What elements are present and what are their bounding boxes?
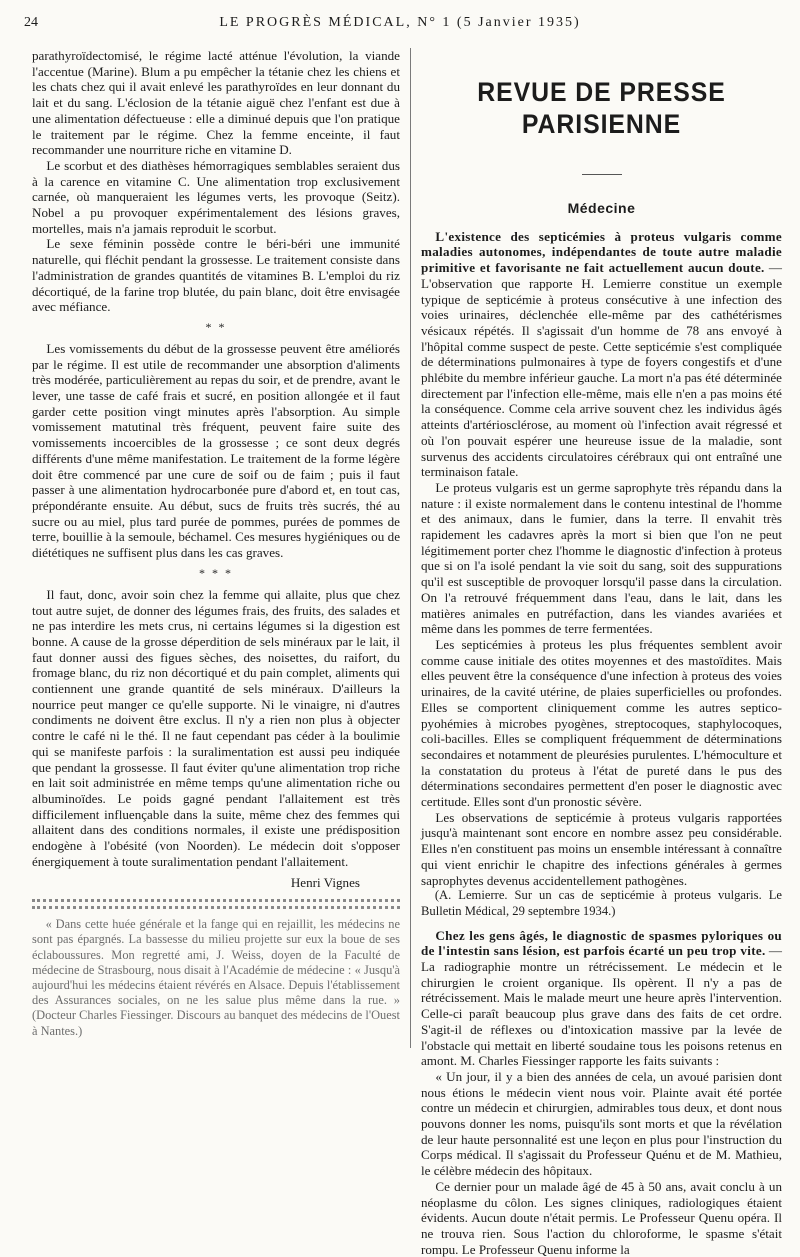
paragraph: Les vomissements du début de la grossesse peuvent être améliorés par le régime. Il est utile de recommander une absorption d'aliments très modérée, particulièrement au repas du soir, et de prendre, avant le lever, une tasse de café frais et sucré, en position allongée et il faut garder cette position vingt minutes après l'absorption. Au simple vomissement matutinal très fréquent, peuvent faire suite des vomissements incoercibles de la grossesse ; ce sont deux degrés différents d'une même manifestation. Le traitement de la forme légère doit être commencé par une cure de soif ou de faim ; puis il faut passer à une alimentation hydrocarbonée pure d'abord et, en tout cas, prépondérante ensuite. Au début, sucs de fruits très sucrés, thé au sucre ou au miel, plus tard purée de pommes, purées de pommes de terre, bouillie à la semoule, béchamel. Ces mesures hygiéniques ou de diététiques ne suffisent plus dans les cas graves. [32, 340, 400, 561]
title-rule [582, 174, 622, 175]
article-body: — L'observation que rapporte H. Lemierre constitue un exemple typique de septicémie à proteus consécutive à une infection des voies urinaires, déclenchée elle-même par des cathétérismes vésicaux répétés. Il s'agissait d'un homme de 78 ans envoyé à l'hôpital comme suspect de peste. Cette septicémie s'est compliquée de déterminations pulmonaires à type de foyers congestifs et d'une phlébite du membre inférieur gauche. La mort n'a pas été déterminée directement par l'infection elle-même, mais elle n'en a pas moins été la conséquence. Comme cela arrive souvent chez les individus âgés atteints d'artériosclérose, au moment où l'infection avait régressé et où l'on pouvait espérer une heureuse issue de la maladie, sont survenus des accidents circulatoires cérébraux qui ont entraîné une terminaison fatale. [421, 260, 782, 480]
right-column [421, 48, 782, 1257]
page-header [24, 10, 776, 36]
quotation-block: « Dans cette huée générale et la fange qui en rejaillit, les médecins ne sont pas épargnés. La bassesse du milieu projette sur eux la boue de ses éclaboussures. Mon regretté ami, J. Weiss, doyen de la Faculté de médecine de Strasbourg, nous disait à l'Académie de médecine : « Jusqu'à aujourd'hui les médecins étaient révérés en Alsace. Depuis l'établissement des Assurances sociales, on ne les salue plus même dans la rue. » (Docteur Charles Fiessinger. Discours au banquet des médecins de l'Ouest à Nantes.) [32, 917, 400, 1038]
paragraph: « Un jour, il y a bien des années de cela, un avoué parisien dont nous étions le médecin vient nous voir. Plainte avait été portée contre un médecin et chirurgien, admirables tous deux, et dont nous pouvons donner les noms, puisqu'ils sont morts et que la révélation de leur haute personnalité est une leçon en plus pour l'instruction du Corps médical. Il s'agissait du Professeur Quénu et de M. Mathieu, le célèbre médecin des hôpitaux. [421, 1068, 782, 1179]
paragraph: Il faut, donc, avoir soin chez la femme qui allaite, plus que chez tout autre sujet, de donner des légumes frais, des fruits, des salades et ne pas interdire les mets crus, ni certains légumes si la digestion est bonne. A cause de la grosse déperdition de sels minéraux par le lait, il faut donner aussi des figues sèches, des noisettes, du raifort, du fromage blanc, du riz non décortiqué et du pain complet, aliments qui contiennent une grande quantité de sels minéraux. D'ailleurs la nourrice peut manger ce qu'elle supporte. Ni le vinaigre, ni d'autres condiments ne doivent être exclus. Il n'y a rien non plus à objecter contre le café ni le thé. Il ne faut cependant pas céder à la boulimie qui se manifeste parfois : la suralimentation est aussi peu indiquée que pendant la grossesse. Il faut éviter qu'une alimentation trop riche en lait soit administrée en même temps qu'une alimentation riche ou albuminoïdes. Le poids gagné pendant l'allaitement est très difficilement influençable dans la suite, même chez des femmes qui allaitent dans des conditions normales, il existe une prédisposition endogène à l'obésité (von Noorden). Le médecin doit s'opposer énergiquement à toute suralimentation pendant l'allaitement. [32, 586, 400, 869]
article-paragraph [421, 928, 782, 1069]
citation: (A. Lemierre. Sur un cas de septicémie à proteus vulgaris. Le Bulletin Médical, 29 septembre 1934.) [421, 888, 782, 918]
paragraph: Le proteus vulgaris est un germe saprophyte très répandu dans la nature : il existe normalement dans le contenu intestinal de l'homme et des animaux, dans le fumier, dans la terre. Il envahit très rapidement les cadavres après la mort si bien que l'on ne peut légitimement porter chez l'homme le diagnostic d'infection à proteus que si on l'a isolé pendant la vie soit du sang, soit des suppurations qu'il est susceptible de provoquer lorsqu'il passe dans la circulation. On l'a retrouvé fréquemment dans l'eau, dans le lait, dans les matières animales en putréfaction, dans les viandes avariées et même dans les pommes de terre fermentées. [421, 479, 782, 637]
page-number: 24 [24, 15, 38, 30]
paragraph: Le scorbut et des diathèses hémorragiques semblables seraient dus à la carence en vitamine C. Une alimentation trop exclusivement carnée, où manqueraient les légumes verts, les provoque (Seitz). Nobel a pu provoquer expérimentalement des lésions graves, mortelles, mais n'a jamais reproduit le scorbut. [32, 157, 400, 236]
paragraph: Les septicémies à proteus les plus fréquentes semblent avoir comme cause initiale des otites moyennes et des mastoïdites. Mais elles peuvent être la conséquence d'une infection à proteus des voies urinaires, de la cavité utérine, de plaies superficielles ou profondes. Elles se comportent cliniquement comme les autres septico-pyohémies à microbes pyogènes, streptocoques, staphylocoques, coli-bacilles. Elles se compliquent fréquemment de déterminations secondaires et notamment de pleurésies purulentes. L'hémoculture et la constatation du proteus à l'état de pureté dans le pus des déterminations secondaires permettent d'en poser le diagnostic avec certitude. Elles sont d'un pronostic sévère. [421, 636, 782, 810]
article-lead: L'existence des septicémies à proteus vulgaris comme maladies autonomes, indépendantes de toute autre maladie primitive et favorisante ne fait actuellement aucun doute. [421, 228, 782, 276]
section-title: REVUE DE PRESSE PARISIENNE [477, 77, 726, 139]
paragraph: Le sexe féminin possède contre le béri-béri une immunité naturelle, qui fléchit pendant la grossesse. Le traitement consiste dans l'administration de grandes quantités de vitamines B. L'emploi du riz décortiqué, de la farine trop blutée, du pain blanc, doit être envisagée avec méfiance. [32, 236, 400, 315]
paragraph: Les observations de septicémie à proteus vulgaris rapportées jusqu'à maintenant sont encore en nombre assez peu considérable. Elles n'en constituent pas moins un ensemble intéressant à connaître qui vient enrichir le chapitre des infections générales à germes saprophytes devenus accidentellement pathogènes. [421, 809, 782, 888]
separator-asterisks: * * [205, 319, 227, 334]
running-title: LE PROGRÈS MÉDICAL, N° 1 (5 Janvier 1935) [219, 15, 581, 30]
article-body: — La radiographie montre un rétrécissement. Le médecin et le chirurgien le croient organique. Ils opèrent. Il n'y a pas de rétrécissement. Mais le malade meurt une heure après l'intervention. Celle-ci paraît beaucoup plus grave dans des faits de cet ordre. S'agit-il de réflexes ou d'intoxication massive par la levée de l'obstacle qui mettait en liberté soudaine tous les poisons retenus en amont. M. Charles Fiessinger rapporte les faits suivants : [421, 943, 782, 1069]
paragraph: parathyroïdectomisé, le régime lacté atténue l'évolution, la viande l'accentue (Marine). Blum a pu empêcher la tétanie chez les chiens et les chats chez qui il avait enlevé les parathyroïdes en leur donnant du lait et du sang. L'éclosion de la tétanie aiguë chez l'enfant est due à une alimentation défectueuse : elle a diminué depuis que l'on pratique le traitement par le régime. Chez la femme enceinte, il faut recommander une nourriture riche en vitamine D. [32, 48, 400, 158]
column-divider [410, 48, 411, 1048]
author-signature: Henri Vignes [290, 875, 360, 891]
left-column [32, 48, 400, 1039]
article-paragraph [421, 229, 782, 480]
ornamental-rule [32, 899, 400, 909]
paragraph: Ce dernier pour un malade âgé de 45 à 50 ans, avait conclu à un néoplasme du côlon. Les signes cliniques, radiologiques étaient évidents. Aucun doute n'était permis. Le Professeur Quenu opéra. Il ne trouva rien. Sous l'action du chloroforme, le spasme s'était rompu. Le Professeur Quenu informe la [421, 1178, 782, 1257]
section-heading: Médecine [567, 200, 636, 216]
article-lead: Chez les gens âgés, le diagnostic de spasmes pyloriques ou de l'intestin sans lésion, est parfois écarté un peu trop vite. [421, 927, 782, 959]
separator-asterisks: * * * [199, 565, 233, 580]
